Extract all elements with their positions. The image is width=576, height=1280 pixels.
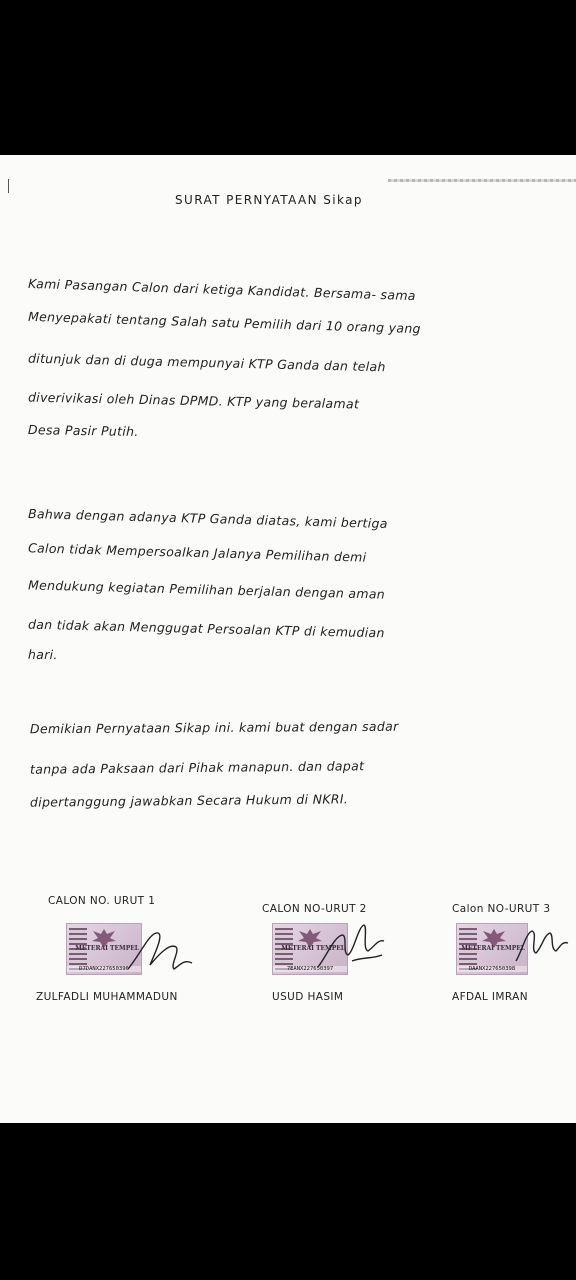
meterai-label: METERAI TEMPEL xyxy=(75,945,139,952)
signatory-3-label: Calon NO-URUT 3 xyxy=(452,903,551,915)
paragraph-1-line-4: diverivikasi oleh Dinas DPMD. KTP yang beralamat xyxy=(27,389,360,412)
signature-3 xyxy=(512,921,572,971)
paragraph-2-line-5: hari. xyxy=(27,646,58,663)
document-page xyxy=(0,155,576,1123)
signatory-3-name: AFDAL IMRAN xyxy=(452,991,528,1003)
signatory-1-label: CALON NO. URUT 1 xyxy=(48,895,156,907)
stamp-serial: D7DANX227650396 xyxy=(67,966,141,972)
stamp-serial: 7EANX227650397 xyxy=(273,966,347,972)
signature-2 xyxy=(312,917,392,979)
paragraph-1-line-1: Kami Pasangan Calon dari ketiga Kandidat. Bersama- sama xyxy=(27,275,417,304)
paragraph-3-line-2: tanpa ada Paksaan dari Pihak manapun. dan dapat xyxy=(29,758,365,777)
paragraph-2-line-2: Calon tidak Mempersoalkan Jalanya Pemilihan demi xyxy=(27,540,367,565)
page-edge-mark xyxy=(8,179,9,193)
paragraph-3-line-1: Demikian Pernyataan Sikap ini. kami buat dengan sadar xyxy=(29,718,399,737)
signatory-2-label: CALON NO-URUT 2 xyxy=(262,903,367,915)
signatory-3 xyxy=(452,903,576,1023)
meterai-label: METERAI TEMPEL xyxy=(461,945,525,952)
paragraph-1-line-2: Menyepakati tentang Salah satu Pemilih dari 10 orang yang xyxy=(27,308,422,337)
stamp-serial: DAANX227650398 xyxy=(457,966,527,972)
meterai-label: METERAI TEMPEL xyxy=(281,945,345,952)
scan-artifact-line xyxy=(388,179,576,182)
paragraph-2-line-3: Mendukung kegiatan Pemilihan berjalan dengan aman xyxy=(27,577,386,602)
paragraph-1-line-3: ditunjuk dan di duga mempunyai KTP Ganda dan telah xyxy=(27,350,386,375)
document-title: SURAT PERNYATAAN Sikap xyxy=(175,193,363,207)
signatory-1-name: ZULFADLI MUHAMMADUN xyxy=(36,991,178,1003)
signatory-2-name: USUD HASIM xyxy=(272,991,344,1003)
paragraph-3-line-3: dipertanggung jawabkan Secara Hukum di NKRI. xyxy=(29,791,349,810)
paragraph-2-line-4: dan tidak akan Menggugat Persoalan KTP di kemudian xyxy=(27,616,385,641)
paragraph-2-line-1: Bahwa dengan adanya KTP Ganda diatas, kami bertiga xyxy=(27,505,388,532)
signatory-1 xyxy=(36,895,198,1015)
paragraph-1-line-5: Desa Pasir Putih. xyxy=(27,422,139,439)
signatory-2 xyxy=(262,903,412,1023)
signature-1 xyxy=(120,925,200,977)
